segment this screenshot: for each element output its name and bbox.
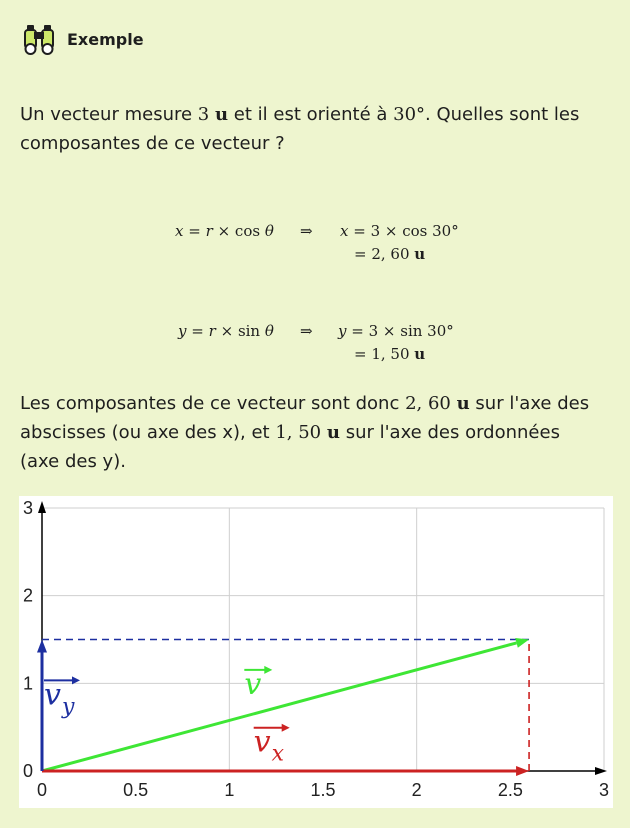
- intro-text: Un vecteur mesure: [20, 104, 198, 125]
- y-var: y: [178, 322, 187, 340]
- y-var-2: y: [338, 322, 347, 340]
- x-func: cos: [234, 222, 261, 240]
- magnitude-value: 3: [197, 104, 210, 125]
- x-equation-step1: [340, 222, 459, 240]
- y-times: ×: [220, 322, 234, 340]
- x-step1: = 3 × cos 30°: [353, 222, 459, 240]
- x-var-2: x: [340, 222, 349, 240]
- angle-value: 30°: [393, 104, 426, 125]
- x-tick-label: 2.5: [497, 780, 523, 800]
- x-eq: =: [188, 222, 201, 240]
- example-header: [22, 22, 144, 56]
- vector-label-text: v: [44, 677, 61, 713]
- y-tick-label: 3: [22, 498, 33, 518]
- x-tick-label: 0: [36, 780, 48, 800]
- y-unit: u: [414, 345, 426, 363]
- x-equation-step2: [354, 245, 425, 263]
- x-theta: θ: [264, 222, 274, 240]
- intro-text-3: . Quelles sont les composantes de ce vecteur ?: [20, 104, 580, 154]
- y-tick-label: 1: [22, 673, 33, 694]
- x-tick-label: 1: [224, 780, 235, 800]
- x-times: ×: [217, 222, 231, 240]
- x-tick-label: 3: [598, 780, 610, 800]
- y-step1: = 3 × sin 30°: [351, 322, 454, 340]
- y-equation-step1: [338, 322, 454, 340]
- vector-chart: [19, 496, 613, 808]
- example-title: Exemple: [67, 29, 144, 49]
- y-equation-step2: [354, 345, 425, 363]
- x-implies: ⇒: [300, 222, 313, 240]
- conclusion-paragraph: [20, 389, 600, 476]
- conclusion-vx: 2, 60: [405, 393, 451, 414]
- vector-label-text: v: [244, 666, 262, 702]
- x-r: r: [205, 222, 213, 240]
- vector-label-subscript: x: [271, 741, 285, 767]
- conclusion-text-2: sur l'axe des abscisses (ou axe des x), et: [20, 393, 590, 443]
- x-step2: = 2, 60: [354, 245, 410, 263]
- vector-label-text: v: [253, 724, 271, 760]
- x-tick-label: 0.5: [123, 780, 149, 800]
- x-unit: u: [414, 245, 426, 263]
- y-tick-label: 0: [22, 761, 33, 781]
- y-r: r: [208, 322, 216, 340]
- x-var: x: [175, 222, 184, 240]
- chart-background: [19, 496, 613, 808]
- conclusion-vy: 1, 50: [275, 422, 322, 443]
- vector-label-subscript: y: [62, 694, 75, 720]
- conclusion-text-3: sur l'axe des ordonnées (axe des y).: [20, 422, 560, 472]
- x-tick-label: 1.5: [310, 780, 336, 800]
- intro-text-2: et il est orienté à: [228, 104, 394, 125]
- y-implies: ⇒: [300, 322, 313, 340]
- y-theta: θ: [264, 322, 274, 340]
- y-func: sin: [237, 322, 261, 340]
- conclusion-text-1: Les composantes de ce vecteur sont donc: [20, 393, 406, 414]
- conclusion-unit-1: u: [456, 393, 470, 414]
- y-step2: = 1, 50: [354, 345, 410, 363]
- y-eq: =: [191, 322, 204, 340]
- question-paragraph: [20, 100, 600, 158]
- binoculars-icon: [22, 22, 56, 56]
- x-tick-label: 2: [411, 780, 422, 800]
- y-equation-lhs: [178, 322, 274, 340]
- magnitude-unit: u: [214, 104, 229, 125]
- conclusion-unit-2: u: [326, 422, 340, 443]
- y-tick-label: 2: [22, 585, 33, 606]
- x-equation-lhs: [175, 222, 274, 240]
